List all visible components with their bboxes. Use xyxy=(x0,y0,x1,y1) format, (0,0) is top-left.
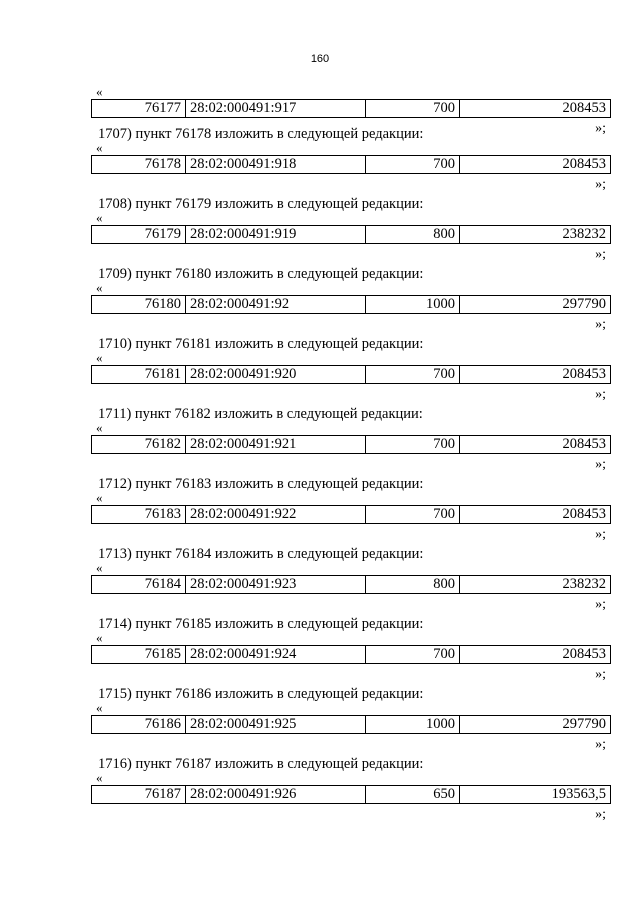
amendment-instruction: 1710) пункт 76181 изложить в следующей редакции: xyxy=(98,336,424,352)
area-cell: 700 xyxy=(366,366,460,383)
item-number-cell: 76179 xyxy=(92,226,186,243)
cost-cell: 297790 xyxy=(562,716,606,732)
cost-cell: 208453 xyxy=(562,366,606,382)
item-number-cell: 76187 xyxy=(92,786,186,803)
area-cell: 1000 xyxy=(366,716,460,733)
closing-quote: »; xyxy=(595,597,606,612)
area-cell: 700 xyxy=(366,156,460,173)
item-number-cell: 76182 xyxy=(92,436,186,453)
item-number-cell: 76186 xyxy=(92,716,186,733)
opening-quote: « xyxy=(96,350,103,365)
area-cell: 800 xyxy=(366,226,460,243)
cost-cell: 208453 xyxy=(562,646,606,662)
opening-quote: « xyxy=(96,560,103,575)
closing-quote: »; xyxy=(595,457,606,472)
item-number-cell: 76177 xyxy=(92,100,186,117)
closing-quote: »; xyxy=(595,737,606,752)
table-row xyxy=(91,785,611,804)
table-row xyxy=(91,715,611,734)
cadastral-number-cell: 28:02:000491:925 xyxy=(186,716,366,733)
cost-cell: 208453 xyxy=(562,100,606,116)
cadastral-number-cell: 28:02:000491:918 xyxy=(186,156,366,173)
table-row xyxy=(91,155,611,174)
amendment-instruction: 1716) пункт 76187 изложить в следующей редакции: xyxy=(98,756,424,772)
closing-quote: »; xyxy=(595,121,606,136)
area-cell: 700 xyxy=(366,100,460,117)
table-row xyxy=(91,295,611,314)
table-row xyxy=(91,575,611,594)
closing-quote: »; xyxy=(595,247,606,262)
closing-quote: »; xyxy=(595,317,606,332)
amendment-instruction: 1715) пункт 76186 изложить в следующей редакции: xyxy=(98,686,424,702)
amendment-instruction: 1713) пункт 76184 изложить в следующей редакции: xyxy=(98,546,424,562)
item-number-cell: 76183 xyxy=(92,506,186,523)
closing-quote: »; xyxy=(595,177,606,192)
cadastral-number-cell: 28:02:000491:917 xyxy=(186,100,366,117)
opening-quote: « xyxy=(96,700,103,715)
cost-cell: 238232 xyxy=(562,226,606,242)
cadastral-number-cell: 28:02:000491:923 xyxy=(186,576,366,593)
cadastral-number-cell: 28:02:000491:922 xyxy=(186,506,366,523)
closing-quote: »; xyxy=(595,527,606,542)
cadastral-number-cell: 28:02:000491:92 xyxy=(186,296,366,313)
area-cell: 700 xyxy=(366,646,460,663)
opening-quote: « xyxy=(96,280,103,295)
table-row xyxy=(91,435,611,454)
area-cell: 700 xyxy=(366,436,460,453)
cadastral-number-cell: 28:02:000491:926 xyxy=(186,786,366,803)
opening-quote: « xyxy=(96,140,103,155)
amendment-instruction: 1709) пункт 76180 изложить в следующей редакции: xyxy=(98,266,424,282)
opening-quote: « xyxy=(96,84,103,99)
amendment-instruction: 1714) пункт 76185 изложить в следующей редакции: xyxy=(98,616,424,632)
closing-quote: »; xyxy=(595,667,606,682)
closing-quote: »; xyxy=(595,387,606,402)
amendment-block xyxy=(0,756,640,840)
item-number-cell: 76178 xyxy=(92,156,186,173)
opening-quote: « xyxy=(96,490,103,505)
cadastral-number-cell: 28:02:000491:921 xyxy=(186,436,366,453)
opening-quote: « xyxy=(96,770,103,785)
cadastral-number-cell: 28:02:000491:924 xyxy=(186,646,366,663)
amendment-instruction: 1711) пункт 76182 изложить в следующей редакции: xyxy=(98,406,423,422)
closing-quote: »; xyxy=(595,807,606,822)
table-row xyxy=(91,505,611,524)
amendment-instruction: 1707) пункт 76178 изложить в следующей редакции: xyxy=(98,126,424,142)
item-number-cell: 76184 xyxy=(92,576,186,593)
cost-cell: 297790 xyxy=(562,296,606,312)
area-cell: 650 xyxy=(366,786,460,803)
cadastral-number-cell: 28:02:000491:919 xyxy=(186,226,366,243)
table-row xyxy=(91,225,611,244)
cadastral-number-cell: 28:02:000491:920 xyxy=(186,366,366,383)
document-body xyxy=(0,84,640,840)
area-cell: 700 xyxy=(366,506,460,523)
table-row xyxy=(91,365,611,384)
opening-quote: « xyxy=(96,420,103,435)
amendment-instruction: 1712) пункт 76183 изложить в следующей редакции: xyxy=(98,476,424,492)
cost-cell: 208453 xyxy=(562,156,606,172)
area-cell: 1000 xyxy=(366,296,460,313)
page-number: 160 xyxy=(310,53,330,65)
table-row xyxy=(91,645,611,664)
cost-cell: 238232 xyxy=(562,576,606,592)
area-cell: 800 xyxy=(366,576,460,593)
amendment-instruction: 1708) пункт 76179 изложить в следующей редакции: xyxy=(98,196,424,212)
table-row xyxy=(91,99,611,118)
item-number-cell: 76181 xyxy=(92,366,186,383)
opening-quote: « xyxy=(96,630,103,645)
cost-cell: 208453 xyxy=(562,436,606,452)
cost-cell: 193563,5 xyxy=(551,786,606,802)
opening-quote: « xyxy=(96,210,103,225)
cost-cell: 208453 xyxy=(562,506,606,522)
item-number-cell: 76185 xyxy=(92,646,186,663)
item-number-cell: 76180 xyxy=(92,296,186,313)
